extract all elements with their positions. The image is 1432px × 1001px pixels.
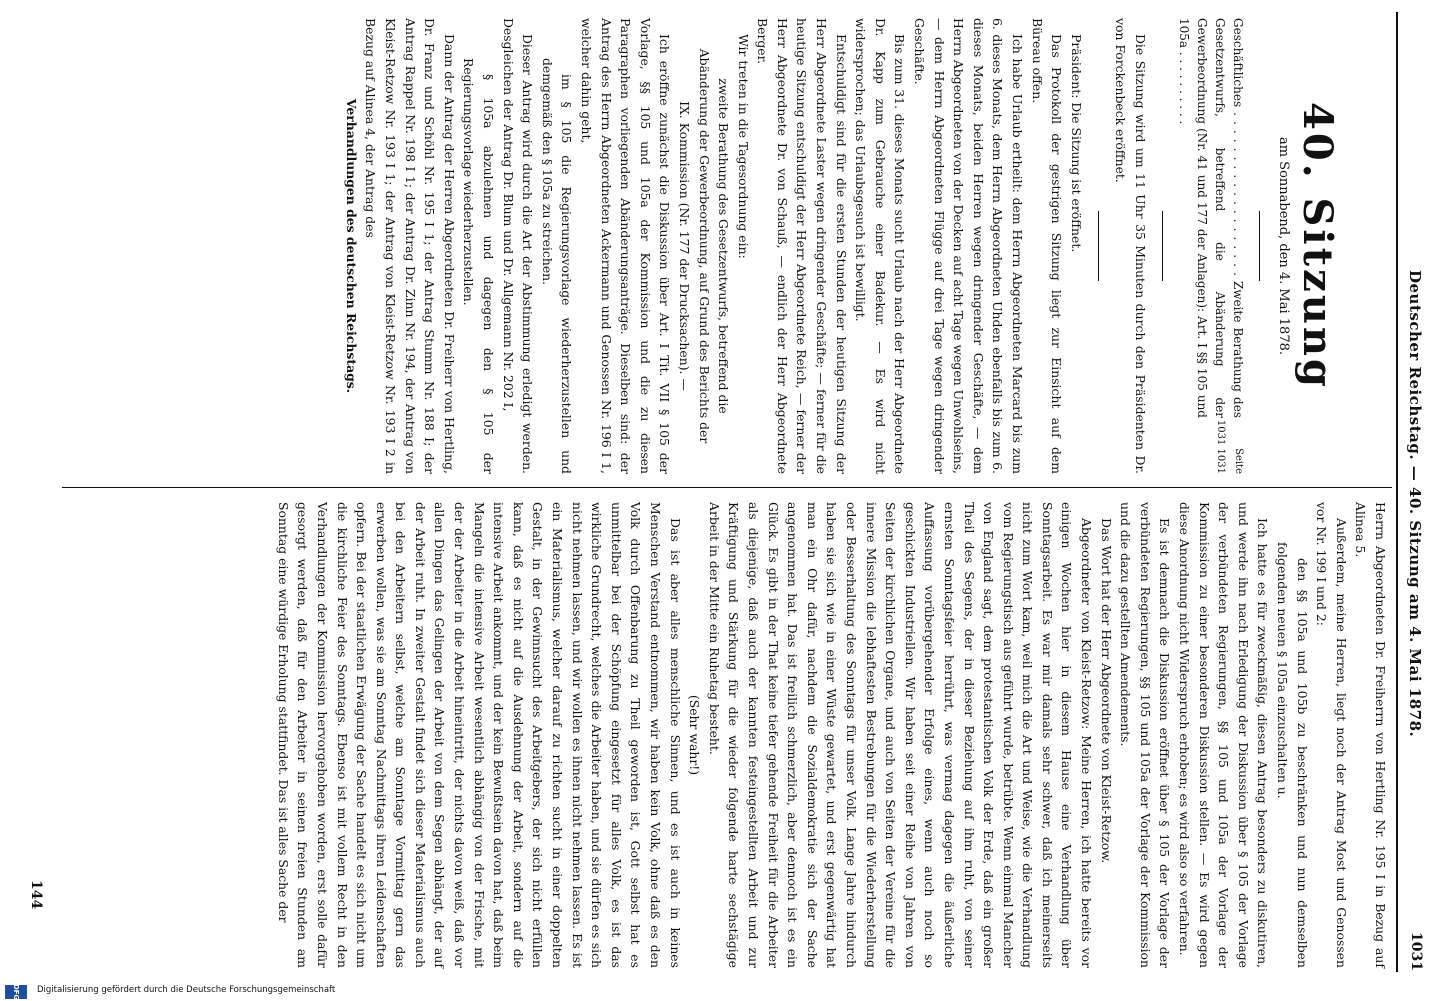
dfg-logo: DFG: [5, 985, 27, 999]
speech-paragraph: Abgeordneter von Kleist-Retzow: Meine Herren, ich hatte bereits vor einigen Wochen hier in diesem Hause eine Verhandlung über Sonntagsarbeit. Es war mir damals sehr schwer, daß ich meinerseits nicht zum Wort kam, weil mich die Art und Weise, wie die Verhandlung vom Regierungstisch aus geführt wurde, betrübte. Wenn einmal Mancher von England sagt, dem protestantischen Volk der Erde, daß ein großer Theil des Segens, der in dieser Beziehung auf ihm ruht, von seiner ernsten Sonntagsfeier herrührt, was vermag dagegen die äußerliche Auffassung vorübergehender Erfolge eines, wenn auch noch so geschickten Industriellen. Wir haben seit einer Reihe von Jahren von Seiten der kirchlichen Organe, und auch von Seiten der Vereine für die innere Mission die lebhaftesten Bestrebungen für die Wiederherstellung oder Besserhaltung des Sonntags für unser Volk. Lange Jahre hindurch haben sie sich wie in einer Wüste gewartet, und erst gegenwärtig hat man ein Ohr dafür, nachdem die Sozialdemokratie sich der Sache angenommen hat. Das ist freilich schmerzlich, aber dennoch ist es ein Glück. Es gibt in der That keine tiefer gehende Freiheit für die Arbeiter als diejenige, daß auch der kannten festeingestellten Arbeit und zur Kräftigung und Stärkung für die wieder folgende harte sechstägige Arbeit in der Mitte ein Ruhetag besteht.: [706, 502, 1095, 968]
paragraph: Das Wort hat der Herr Abgeordnete von Kleist-Retzow.: [1098, 518, 1114, 864]
left-column: [341, 18, 1340, 474]
quoted-motion: § 105a abzulehnen und dagegen den § 105 der Regierungsvorlage wiederherzustellen.: [461, 58, 496, 474]
speech-paragraph: Das ist aber alles menschliche Sinnen, und es ist auch in keines Menschen Verstand entnommen, wir haben kein Volk, ohne daß es den Volk durch Offenbarung zu Theil geworden ist, Gott selbst hat es unmittelbar bei der Schöpfung eingesetzt für alles Volk, es ist das wirkliche Grundrecht, welches die Arbeiter haben, und sie dürfen es sich nicht nehmen lassen, und wir wollen es ihnen nicht nehmen lassen. Es ist ein Materialismus, welcher darauf zu richten sucht in einer doppelten Gestalt, in der Gewinnsucht des Arbeitgebers, der sich nicht erfüllen kann, daß es nicht auf die Ausdehnung der Arbeit, sondern auf die intensive Arbeit ankommt, und der kein Bewußtsein davon hat, daß beim Mangeln die intensive Arbeit wesentlich abhängig von der Frische, mit der der Arbeiter in die Arbeit hineintritt, der nichts davon weiß, daß vor allen Dingen das Gelingen der Arbeit von dem Segen abhängt, der auf der Arbeit ruht. In zweiter Gestalt findet sich dieser Materialismus auch bei den Arbeitern selbst, welche am Sonntage Vormittag gern das erwerben wollen, was sie am Sonntag Nachmittags ihren Leidenschaften opfern. Bei der staatlichen Erwägung der Sache handelt es sich nicht um die kirchliche Feier des Sonntags. Ebenso ist mit vollem Recht in den Verhandlungen der Kommission hervorgehoben worden, erst solle dafür gesorgt werden, daß für den Arbeiter in seinen freien Stunden am Sonntag eine würdige Erholung stattfindet. Das ist alles Sache der: [275, 502, 683, 968]
paragraph: Wir treten in die Tagesordnung ein:: [735, 34, 751, 259]
toc-page-numbers: 1031 1031: [1215, 419, 1226, 474]
paragraph: Außerdem, meine Herren, liegt noch der Antrag Most und Genossen vor Nr. 199 I und 2:: [1314, 502, 1349, 968]
paragraph: Ich eröffne zunächst die Diskussion über Art. I Tit. VII § 105 der Vorlage, §§ 105 und 105a der Kommission und die zu diesen Paragraphen vorliegenden Abänderungsanträge. Dieselben sind: der Antrag des Herrn Abgeordneten Ackermann und Genossen Nr. 196 I 1, welcher dahin geht,: [578, 18, 673, 474]
agenda-item: zweite Berathung des Gesetzentwurfs, betreffend die Abänderung der Gewerbeordnung, auf Grund des Berichts der IX. Kommission (Nr. 177 der Drucksachen). —: [676, 48, 732, 444]
session-title: 40. Sitzung: [1294, 102, 1341, 390]
toc-pages: [1175, 420, 1247, 474]
right-column: [273, 502, 1390, 968]
paragraph: Ich hatte es für zweckmäßig, diesen Antrag besonders zu diskutiren, und werde ihn nach Erledigung der Diskussion über § 105 der Vorlage der verbündeten Regierungen, §§ 105 und 105a der Vorlage der Kommission zu einer besonderen Diskussion stellen. — Es wird gegen diese Anordnung nicht Widerspruch erhoben; es wird also so verfahren.: [1177, 502, 1271, 968]
paragraph: Bis zum 31. dieses Monats sucht Urlaub nach der Herr Abgeordnete Dr. Kapp zum Gebrauche einer Badekur. — Es wird nicht widersprochen; das Urlaubsgesuch ist bewilligt.: [853, 18, 908, 474]
digitization-credit: Digitalisierung gefördert durch die Deutsche Forschungsgemeinschaft: [37, 985, 336, 995]
quoted-motion: im § 105 die Regierungsvorlage wiederherzustellen und demgemäß den § 105a zu streichen.: [539, 58, 575, 474]
toc-divider: [1162, 211, 1163, 281]
digitization-credit-strip: [0, 985, 1427, 1001]
opening-paragraph: Die Sitzung wird um 11 Uhr 35 Minuten durch den Präsidenten Dr. von Forckenbeck eröffnet.: [1113, 18, 1148, 474]
header-page-number: 1031: [1408, 932, 1424, 971]
paragraph: Dann der Antrag der Herren Abgeordneten Dr. Freiherr von Hertling, Dr. Franz und Schöhl Nr. 195 I 1; der Antrag Stumm Nr. 188 I; der Antrag Rappel Nr. 198 I 1; der Antrag Dr. Zinn Nr. 194, der Antrag von Kleist-Retzow Nr. 193 I 1; der Antrag von Kleist-Retzow Nr. 193 I 2 in Bezug auf Alinea 4, der Antrag des: [363, 18, 457, 474]
running-header: Deutscher Reichstag. — 40. Sitzung am 4. Mai 1878.: [1406, 270, 1424, 738]
paragraph: Das Protokoll der gestrigen Sitzung liegt zur Einsicht auf dem Büreau offen.: [1029, 18, 1065, 474]
session-date: am Sonnabend, den 4. Mai 1878.: [1276, 136, 1291, 356]
paragraph: Es ist demnach die Diskussion eröffnet über § 105 der Vorlage der verbündeten Regierungen, §§ 105 und 105a der Vorlage der Kommission und die dazu gestellten Amendements.: [1118, 502, 1173, 968]
paragraph: Dieser Antrag wird durch die Art der Abstimmung erledigt werden. Desgleichen der Antrag Dr. Blum und Dr. Allgemann Nr. 202 I,: [500, 18, 536, 474]
paragraph: Ich habe Urlaub ertheilt: dem Herrn Abgeordneten Marcard bis zum 6. dieses Monats, dem Herrn Abgeordneten Uhden ebenfalls bis zum 6. dieses Monats, beiden Herren wegen dringender Geschäfte, — dem Herrn Abgeordneten von der Decken auf acht Tage wegen Unwohlseins, — dem Herrn Abgeordneten Flügge auf drei Tage wegen dringender Geschäfte.: [912, 18, 1026, 474]
toc-text: Geschäftliches . . . . . . . . . . . . . . . . . . . Zweite Berathung des Gesetzentwurfs, betreffend die Abänderung der Gewerbeordnung (Nr. 41 und 177 der Anlagen): Art. I §§ 105 und 105a . . . . . . . . . .: [1177, 18, 1245, 418]
title-divider: [1259, 211, 1260, 281]
paragraph: Entschuldigt sind für die ersten Stunden der heutigen Sitzung der Herr Abgeordnete Laster wegen dringender Geschäfte; — ferner für die heutige Sitzung entschuldigt der Herr Abgeordnete Reich, — ferner der Herr Abgeordnete Dr. von Schauß, — endlich der Herr Abgeordnete Berger.: [755, 18, 849, 474]
header-rule: [1396, 12, 1398, 972]
opening-divider: [1098, 211, 1099, 281]
paragraph: Präsident: Die Sitzung ist eröffnet.: [1068, 34, 1084, 253]
paragraph: Herrn Abgeordneten Dr. Freiherrn von Hertling Nr. 195 I in Bezug auf Alinea 5.: [1353, 502, 1388, 968]
footer-series-title: Verhandlungen des deutschen Reichstags.: [343, 98, 359, 394]
table-of-contents: [1175, 18, 1247, 474]
interjection: (Sehr wahr!): [687, 694, 703, 776]
bottom-page-number: 144: [28, 880, 44, 910]
quoted-motion: den §§ 105a und 105b zu beschränken und nun demselben folgenden neuen § 105a einzuschalten u.: [1275, 542, 1310, 968]
toc-label: Seite: [1233, 448, 1244, 474]
column-divider: [62, 487, 1392, 488]
